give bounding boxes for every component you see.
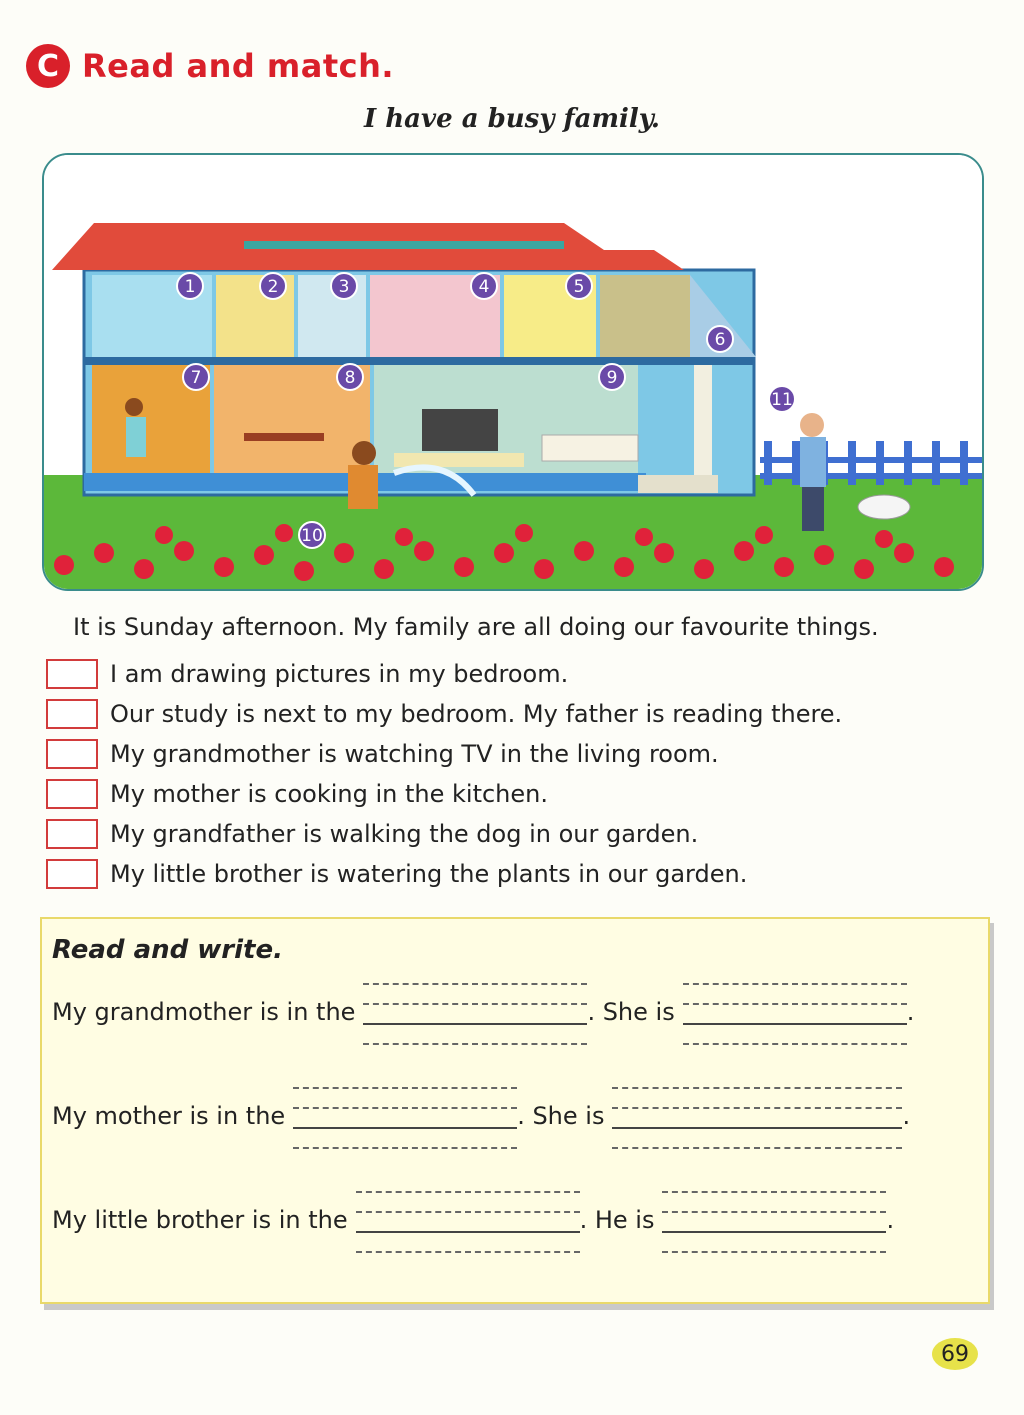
- match-item: [46, 654, 842, 694]
- write-line: [52, 1185, 894, 1255]
- line-end: .: [906, 998, 915, 1026]
- line-end: .: [886, 1206, 895, 1234]
- read-and-write-panel: [40, 917, 990, 1304]
- room-number-label: 11: [771, 390, 793, 410]
- activity-blank[interactable]: [683, 977, 907, 1047]
- write-line: [52, 977, 914, 1047]
- line-end: .: [902, 1102, 911, 1130]
- match-list: [46, 654, 842, 894]
- match-item: [46, 734, 842, 774]
- answer-box[interactable]: [46, 739, 98, 769]
- intro-text: It is Sunday afternoon. My family are all doing our favourite things.: [73, 613, 879, 641]
- answer-box[interactable]: [46, 659, 98, 689]
- line-mid: . She is: [587, 998, 675, 1026]
- room-number-label: 10: [301, 526, 323, 546]
- place-blank[interactable]: [356, 1185, 580, 1255]
- line-start: My grandmother is in the: [52, 998, 356, 1026]
- room-number-label: 1: [184, 277, 196, 297]
- place-blank[interactable]: [293, 1081, 517, 1151]
- room-number-label: 3: [338, 277, 350, 297]
- room-number-label: 2: [267, 277, 279, 297]
- write-line: [52, 1081, 910, 1151]
- activity-blank[interactable]: [662, 1185, 886, 1255]
- match-sentence: Our study is next to my bedroom. My father is reading there.: [110, 700, 843, 728]
- match-item: [46, 814, 842, 854]
- line-start: My little brother is in the: [52, 1206, 348, 1234]
- match-sentence: My mother is cooking in the kitchen.: [110, 780, 548, 808]
- answer-box[interactable]: [46, 699, 98, 729]
- activity-blank[interactable]: [612, 1081, 902, 1151]
- line-start: My mother is in the: [52, 1102, 286, 1130]
- line-mid: . He is: [579, 1206, 655, 1234]
- room-number-label: 5: [573, 277, 585, 297]
- match-sentence: I am drawing pictures in my bedroom.: [110, 660, 569, 688]
- house-illustration: [42, 153, 984, 591]
- match-sentence: My grandfather is walking the dog in our garden.: [110, 820, 699, 848]
- line-mid: . She is: [517, 1102, 605, 1130]
- match-sentence: My little brother is watering the plants in our garden.: [110, 860, 748, 888]
- room-number-label: 4: [478, 277, 490, 297]
- room-number-label: 9: [606, 368, 618, 388]
- panel-title: Read and write.: [52, 935, 283, 965]
- passage-title: I have a busy family.: [364, 104, 660, 134]
- match-item: [46, 694, 842, 734]
- section-badge: C: [26, 44, 70, 88]
- room-number-label: 6: [714, 330, 726, 350]
- answer-box[interactable]: [46, 819, 98, 849]
- section-header: [26, 44, 394, 88]
- section-title: Read and match.: [82, 47, 395, 85]
- answer-box[interactable]: [46, 779, 98, 809]
- answer-box[interactable]: [46, 859, 98, 889]
- match-sentence: My grandmother is watching TV in the living room.: [110, 740, 719, 768]
- match-item: [46, 774, 842, 814]
- place-blank[interactable]: [363, 977, 587, 1047]
- page-number: 69: [932, 1338, 978, 1370]
- room-number-label: 8: [344, 368, 356, 388]
- match-item: [46, 854, 842, 894]
- room-number-label: 7: [190, 368, 202, 388]
